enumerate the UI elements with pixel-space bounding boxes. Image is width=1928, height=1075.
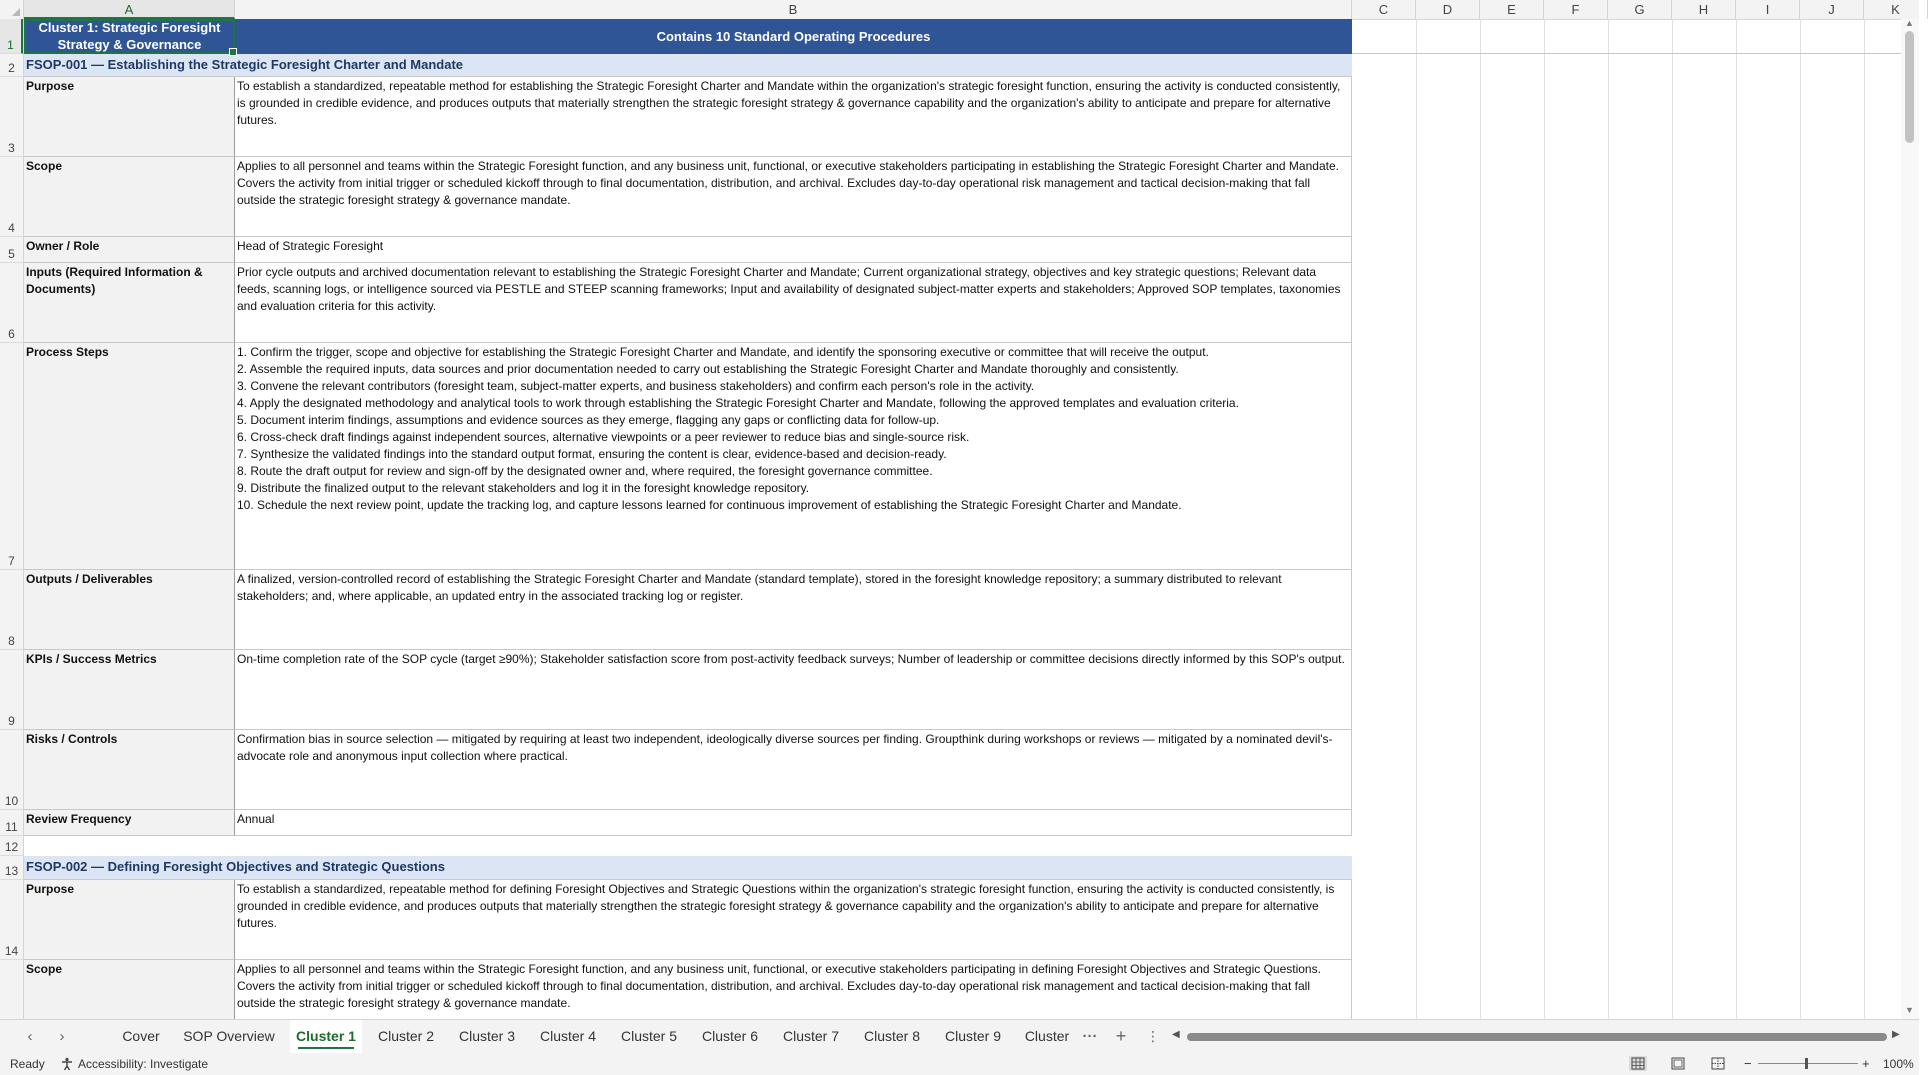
row-header[interactable]: 2 [0, 54, 23, 77]
accessibility-status[interactable]: Accessibility: Investigate [78, 1057, 209, 1071]
sheet-tab-cluster-10[interactable]: Cluster [1024, 1028, 1070, 1044]
sheet-options-icon[interactable]: ⋮ [1146, 1028, 1160, 1044]
scroll-tabs-left-icon[interactable]: ‹ [27, 1028, 33, 1045]
column-header-e[interactable]: E [1480, 0, 1544, 19]
horizontal-scroll-thumb[interactable] [1187, 1033, 1887, 1041]
field-value[interactable]: Applies to all personnel and teams within the Strategic Foresight function, and any business unit, functional, or executive stakeholders participating in establishing the Strategic Foresight Charter and Mandate. Covers the activity from initial trigger or scheduled kickoff through to final documentation, distribution, and archival. Excludes day-to-day operational risk management and tactical decision-making that fall outside the strategic foresight strategy & governance mandate. [235, 157, 1352, 237]
row-header[interactable]: 1 [0, 19, 23, 54]
column-header-bar [0, 0, 1919, 20]
column-header-f[interactable]: F [1544, 0, 1608, 19]
sheet-tab-cover[interactable]: Cover [122, 1028, 160, 1044]
column-header-a[interactable]: A [24, 0, 235, 19]
zoom-slider[interactable] [1758, 1063, 1858, 1064]
normal-view-icon[interactable] [1629, 1056, 1647, 1071]
scroll-left-icon[interactable]: ◀ [1172, 1029, 1180, 1040]
sheet-tab-cluster-2[interactable]: Cluster 2 [377, 1028, 435, 1044]
sheet-tab-bar [0, 1019, 1919, 1053]
scroll-down-icon[interactable]: ▼ [1905, 1005, 1914, 1015]
sheet-tab-cluster-3[interactable]: Cluster 3 [458, 1028, 516, 1044]
row-header[interactable]: 5 [0, 237, 23, 263]
status-bar [0, 1053, 1919, 1075]
row-header-bar [0, 19, 24, 1019]
field-label[interactable]: Scope [24, 960, 235, 1040]
scroll-up-icon[interactable]: ▲ [1905, 18, 1914, 28]
row-header[interactable]: 14 [0, 880, 23, 960]
field-value[interactable]: 1. Confirm the trigger, scope and objective for establishing the Strategic Foresight Charter and Mandate, and identify the sponsoring executive or committee that will receive the output. 2. Assemble the required inputs, data sources and prior documentation needed to carry out establishing the Strategic Foresight Charter and Mandate thoroughly and consistently. 3. Convene the relevant contributors (foresight team, subject-matter experts, and business stakeholders) and confirm each person's role in the activity. 4. Apply the designated methodology and analytical tools to work through establishing the Strategic Foresight Charter and Mandate, following the approved templates and evaluation criteria. 5. Document interim findings, assumptions and evidence sources as they emerge, flagging any gaps or conflicting data for follow-up. 6. Cross-check draft findings against independent sources, alternative viewpoints or a peer reviewer to reduce bias and single-source risk. 7. Synthesize the validated findings into the standard output format, ensuring the content is clear, evidence-based and decision-ready. 8. Route the draft output for review and sign-off by the designated owner and, where required, the foresight governance committee. 9. Distribute the finalized output to the relevant stakeholders and log it in the foresight knowledge repository. 10. Schedule the next review point, update the tracking log, and capture lessons learned for continuous improvement of establishing the Strategic Foresight Charter and Mandate. [235, 343, 1352, 570]
page-break-view-icon[interactable] [1709, 1056, 1727, 1071]
field-label[interactable]: Purpose [24, 77, 235, 157]
zoom-out-icon[interactable]: − [1744, 1056, 1752, 1071]
field-label[interactable]: Review Frequency [24, 810, 235, 836]
sheet-tab-cluster-9[interactable]: Cluster 9 [944, 1028, 1002, 1044]
zoom-level[interactable]: 100% [1883, 1057, 1914, 1071]
column-header-b[interactable]: B [235, 0, 1352, 19]
row-header[interactable]: 6 [0, 263, 23, 343]
column-header-c[interactable]: C [1352, 0, 1416, 19]
worksheet-grid[interactable] [24, 19, 1901, 1019]
column-header-j[interactable]: J [1800, 0, 1864, 19]
field-value[interactable]: On-time completion rate of the SOP cycle (target ≥90%); Stakeholder satisfaction score from post-activity feedback surveys; Number of leadership or committee decisions directly informed by this SOP's output. [235, 650, 1352, 730]
row-header[interactable]: 7 [0, 343, 23, 570]
cluster-summary-cell[interactable]: Contains 10 Standard Operating Procedures [235, 19, 1352, 54]
field-label[interactable]: KPIs / Success Metrics [24, 650, 235, 730]
select-all-corner[interactable] [0, 0, 24, 19]
row-header[interactable]: 11 [0, 810, 23, 836]
sheet-tab-sop-overview[interactable]: SOP Overview [183, 1028, 275, 1044]
field-value[interactable]: Head of Strategic Foresight [235, 237, 1352, 263]
row-header[interactable]: 12 [0, 836, 23, 856]
row-header[interactable]: 13 [0, 856, 23, 880]
column-header-d[interactable]: D [1416, 0, 1480, 19]
ready-status: Ready [10, 1057, 45, 1071]
more-sheets-icon[interactable]: ··· [1082, 1028, 1098, 1045]
field-label[interactable]: Risks / Controls [24, 730, 235, 810]
zoom-slider-handle[interactable] [1805, 1058, 1808, 1069]
column-header-k[interactable]: K [1864, 0, 1928, 19]
row-header[interactable]: 4 [0, 157, 23, 237]
field-label[interactable]: Inputs (Required Information & Documents) [24, 263, 235, 343]
new-sheet-icon[interactable]: + [1115, 1026, 1127, 1046]
field-label[interactable]: Purpose [24, 880, 235, 960]
sheet-tab-cluster-5[interactable]: Cluster 5 [620, 1028, 678, 1044]
sop-heading[interactable]: FSOP-001 — Establishing the Strategic Foresight Charter and Mandate [24, 54, 1352, 77]
field-value[interactable]: To establish a standardized, repeatable method for establishing the Strategic Foresight Charter and Mandate within the organization's strategic foresight function, ensuring the activity is conducted consistently, is grounded in credible evidence, and produces outputs that materially strengthen the strategic foresight strategy & governance capability and the organization's ability to anticipate and prepare for alternative futures. [235, 77, 1352, 157]
field-value[interactable]: Prior cycle outputs and archived documentation relevant to establishing the Strategic Foresight Charter and Mandate; Current organizational strategy, objectives and key strategic questions; Relevant data feeds, scanning logs, or intelligence sourced via PESTLE and STEEP scanning frameworks; Input and availability of designated subject-matter experts and stakeholders; Approved SOP templates, taxonomies and evaluation criteria for this activity. [235, 263, 1352, 343]
sop-heading[interactable]: FSOP-002 — Defining Foresight Objectives and Strategic Questions [24, 856, 1352, 880]
sheet-tab-cluster-1[interactable]: Cluster 1 [290, 1020, 362, 1053]
vertical-scrollbar[interactable] [1901, 19, 1919, 1019]
vertical-scroll-thumb[interactable] [1905, 31, 1914, 143]
field-value[interactable]: Confirmation bias in source selection — mitigated by requiring at least two independent, ideologically diverse sources per finding. Groupthink during workshops or reviews — mitigated by a nominated devil's-advocate role and anonymous input collection where practical. [235, 730, 1352, 810]
row-header[interactable]: 3 [0, 77, 23, 157]
field-label[interactable]: Process Steps [24, 343, 235, 570]
sheet-tab-cluster-4[interactable]: Cluster 4 [539, 1028, 597, 1044]
column-header-g[interactable]: G [1608, 0, 1672, 19]
scroll-tabs-right-icon[interactable]: › [59, 1028, 65, 1045]
field-value[interactable]: Annual [235, 810, 1352, 836]
field-label[interactable]: Outputs / Deliverables [24, 570, 235, 650]
field-value[interactable]: To establish a standardized, repeatable method for defining Foresight Objectives and Strategic Questions within the organization's strategic foresight function, ensuring the activity is conducted consistently, is grounded in credible evidence, and produces outputs that materially strengthen the strategic foresight strategy & governance capability and the organization's ability to anticipate and prepare for alternative futures. [235, 880, 1352, 960]
field-label[interactable]: Owner / Role [24, 237, 235, 263]
column-header-i[interactable]: I [1736, 0, 1800, 19]
page-layout-view-icon[interactable] [1669, 1056, 1687, 1071]
row-header[interactable]: 8 [0, 570, 23, 650]
horizontal-scrollbar[interactable] [1172, 1031, 1902, 1043]
sheet-tab-cluster-8[interactable]: Cluster 8 [863, 1028, 921, 1044]
row-header[interactable]: 10 [0, 730, 23, 810]
sheet-tab-cluster-7[interactable]: Cluster 7 [782, 1028, 840, 1044]
row-header[interactable]: 9 [0, 650, 23, 730]
field-value[interactable]: A finalized, version-controlled record of establishing the Strategic Foresight Charter and Mandate (standard template), stored in the foresight knowledge repository; a summary distributed to relevant stakeholders; and, where applicable, an updated entry in the associated tracking log or register. [235, 570, 1352, 650]
field-value[interactable]: Applies to all personnel and teams within the Strategic Foresight function, and any business unit, functional, or executive stakeholders participating in defining Foresight Objectives and Strategic Questions. Covers the activity from initial trigger or scheduled kickoff through to final documentation, distribution, and archival. Excludes day-to-day operational risk management and tactical decision-making that fall outside the strategic foresight strategy & governance mandate. [235, 960, 1352, 1040]
sheet-tab-cluster-6[interactable]: Cluster 6 [701, 1028, 759, 1044]
cluster-title-cell[interactable]: Cluster 1: Strategic Foresight Strategy & Governance [24, 19, 235, 54]
field-label[interactable]: Scope [24, 157, 235, 237]
zoom-in-icon[interactable]: + [1862, 1056, 1870, 1071]
accessibility-icon[interactable] [60, 1053, 74, 1075]
scroll-right-icon[interactable]: ▶ [1892, 1029, 1900, 1040]
column-header-h[interactable]: H [1672, 0, 1736, 19]
